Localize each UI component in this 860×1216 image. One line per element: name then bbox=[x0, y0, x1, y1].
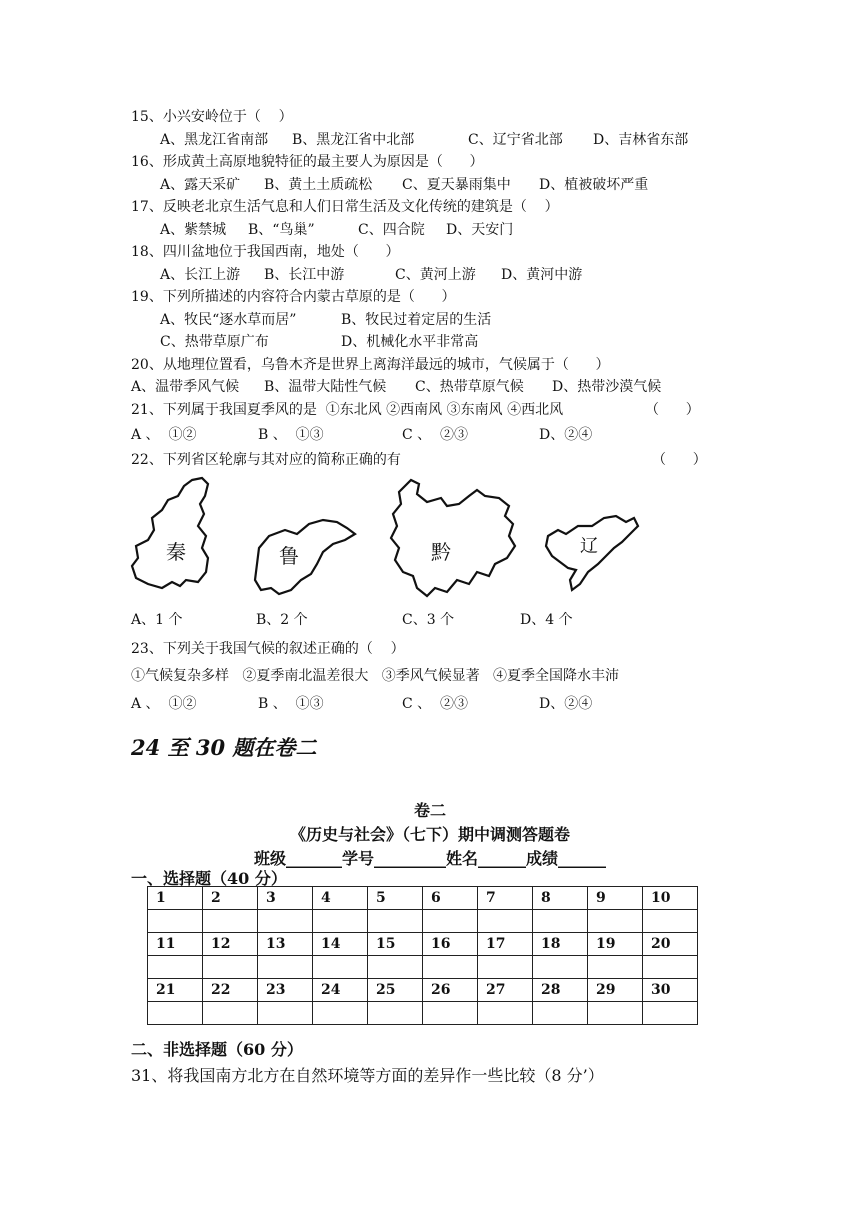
question-number-cell: 11 bbox=[148, 933, 203, 956]
table-row bbox=[148, 956, 698, 979]
question-20-stem: 20、从地理位置看，乌鲁木齐是世界上离海洋最远的城市，气候属于（ ） bbox=[131, 357, 610, 373]
answer-sheet-title: 《历史与社会》（七下）期中调测答题卷 bbox=[289, 825, 570, 844]
q23-statements: ①气候复杂多样 ②夏季南北温差很大 ③季风气候显著 ④夏季全国降水丰沛 bbox=[131, 668, 620, 684]
question-18-stem: 18、四川盆地位于我国西南，地处（ ） bbox=[131, 244, 400, 260]
question-number-cell: 21 bbox=[148, 979, 203, 1002]
question-19-stem: 19、下列所描述的内容符合内蒙古草原的是（ ） bbox=[131, 289, 456, 305]
q17-option-c: C、四合院 bbox=[358, 222, 425, 238]
q19-option-d: D、机械化水平非常高 bbox=[341, 334, 479, 350]
answer-cell[interactable] bbox=[148, 1002, 203, 1025]
answer-grid bbox=[147, 886, 698, 1025]
q15-option-c: C、辽宁省北部 bbox=[468, 132, 563, 148]
province-label-qin: 秦 bbox=[166, 540, 186, 564]
question-number-cell: 28 bbox=[533, 979, 588, 1002]
q23-option-d: D、②④ bbox=[539, 696, 593, 712]
answer-cell[interactable] bbox=[588, 956, 643, 979]
question-22-stem: 22、下列省区轮廓与其对应的简称正确的有 bbox=[131, 452, 401, 468]
question-number-cell: 16 bbox=[423, 933, 478, 956]
q22-option-a: A、1 个 bbox=[131, 612, 183, 628]
question-number-cell: 27 bbox=[478, 979, 533, 1002]
answer-cell[interactable] bbox=[588, 1002, 643, 1025]
question-number-cell: 5 bbox=[368, 887, 423, 910]
question-number-cell: 8 bbox=[533, 887, 588, 910]
question-number-cell: 23 bbox=[258, 979, 313, 1002]
q20-option-c: C、热带草原气候 bbox=[415, 379, 524, 395]
question-17-stem: 17、反映老北京生活气息和人们日常生活及文化传统的建筑是（ ） bbox=[131, 199, 559, 215]
q22-option-b: B、2 个 bbox=[256, 612, 308, 628]
answer-cell[interactable] bbox=[368, 1002, 423, 1025]
q16-option-d: D、植被破坏严重 bbox=[539, 177, 649, 193]
q17-option-b: B、“鸟巢” bbox=[248, 222, 315, 238]
q21-option-b: B 、 ①③ bbox=[258, 427, 324, 443]
answer-cell[interactable] bbox=[423, 910, 478, 933]
q15-option-b: B、黑龙江省中北部 bbox=[292, 132, 415, 148]
answer-cell[interactable] bbox=[478, 910, 533, 933]
province-label-lu: 鲁 bbox=[279, 544, 299, 568]
question-number-cell: 12 bbox=[203, 933, 258, 956]
table-row bbox=[148, 979, 698, 1002]
q23-option-b: B 、 ①③ bbox=[258, 696, 324, 712]
answer-cell[interactable] bbox=[478, 1002, 533, 1025]
question-number-cell: 18 bbox=[533, 933, 588, 956]
answer-cell[interactable] bbox=[313, 1002, 368, 1025]
section-multiple-choice: 一、选择题（40 分） bbox=[131, 869, 287, 888]
question-31-stem: 31、将我国南方北方在自然环境等方面的差异作一些比较（8 分’） bbox=[131, 1066, 604, 1085]
question-number-cell: 14 bbox=[313, 933, 368, 956]
q23-option-a: A 、 ①② bbox=[131, 696, 197, 712]
guizhou-outline-figure bbox=[387, 476, 521, 600]
answer-cell[interactable] bbox=[203, 956, 258, 979]
answer-cell[interactable] bbox=[203, 910, 258, 933]
q21-answer-paren: （ ） bbox=[645, 402, 700, 418]
question-number-cell: 10 bbox=[643, 887, 698, 910]
q16-option-b: B、黄土土质疏松 bbox=[264, 177, 373, 193]
question-number-cell: 7 bbox=[478, 887, 533, 910]
table-row bbox=[148, 887, 698, 910]
q17-option-d: D、天安门 bbox=[446, 222, 514, 238]
question-number-cell: 17 bbox=[478, 933, 533, 956]
q18-option-a: A、长江上游 bbox=[160, 267, 241, 283]
volume-two-heading: 卷二 bbox=[413, 801, 446, 820]
question-number-cell: 3 bbox=[258, 887, 313, 910]
question-number-cell: 13 bbox=[258, 933, 313, 956]
answer-cell[interactable] bbox=[533, 956, 588, 979]
q19-option-b: B、牧民过着定居的生活 bbox=[341, 312, 492, 328]
answer-cell[interactable] bbox=[643, 956, 698, 979]
question-number-cell: 19 bbox=[588, 933, 643, 956]
table-row bbox=[148, 933, 698, 956]
question-21-stem: 21、下列属于我国夏季风的是 ①东北风 ②西南风 ③东南风 ④西北风 bbox=[131, 402, 564, 418]
question-number-cell: 25 bbox=[368, 979, 423, 1002]
q20-option-a: A、温带季风气候 bbox=[131, 379, 240, 395]
q16-option-a: A、露天采矿 bbox=[160, 177, 241, 193]
table-row bbox=[148, 1002, 698, 1025]
answer-cell[interactable] bbox=[478, 956, 533, 979]
q22-option-d: D、4 个 bbox=[520, 612, 573, 628]
q18-option-b: B、长江中游 bbox=[264, 267, 345, 283]
question-number-cell: 29 bbox=[588, 979, 643, 1002]
answer-cell[interactable] bbox=[368, 910, 423, 933]
answer-cell[interactable] bbox=[423, 1002, 478, 1025]
answer-cell[interactable] bbox=[148, 910, 203, 933]
q21-option-a: A 、 ①② bbox=[131, 427, 197, 443]
q15-option-d: D、吉林省东部 bbox=[593, 132, 689, 148]
q21-option-c: C 、 ②③ bbox=[402, 427, 469, 443]
shandong-outline-figure bbox=[251, 518, 359, 596]
answer-cell[interactable] bbox=[533, 910, 588, 933]
question-number-cell: 6 bbox=[423, 887, 478, 910]
question-number-cell: 9 bbox=[588, 887, 643, 910]
question-number-cell: 22 bbox=[203, 979, 258, 1002]
question-number-cell: 26 bbox=[423, 979, 478, 1002]
province-label-qian: 黔 bbox=[431, 540, 451, 564]
question-15-stem: 15、小兴安岭位于（ ） bbox=[131, 109, 293, 125]
q19-option-a: A、牧民“逐水草而居” bbox=[160, 312, 297, 328]
shaanxi-outline-figure bbox=[128, 474, 218, 596]
question-number-cell: 1 bbox=[148, 887, 203, 910]
question-number-cell: 30 bbox=[643, 979, 698, 1002]
answer-cell[interactable] bbox=[258, 910, 313, 933]
q20-option-d: D、热带沙漠气候 bbox=[552, 379, 662, 395]
answer-cell[interactable] bbox=[313, 956, 368, 979]
q19-option-c: C、热带草原广布 bbox=[160, 334, 269, 350]
section-non-choice: 二、非选择题（60 分） bbox=[131, 1040, 303, 1059]
table-row bbox=[148, 910, 698, 933]
answer-cell[interactable] bbox=[643, 910, 698, 933]
answer-cell[interactable] bbox=[148, 956, 203, 979]
q22-option-c: C、3 个 bbox=[402, 612, 455, 628]
q15-option-a: A、黑龙江省南部 bbox=[160, 132, 269, 148]
question-16-stem: 16、形成黄土高原地貌特征的最主要人为原因是（ ） bbox=[131, 154, 484, 170]
province-label-liao: 辽 bbox=[580, 536, 598, 557]
answer-cell[interactable] bbox=[313, 910, 368, 933]
answer-cell[interactable] bbox=[203, 1002, 258, 1025]
question-number-cell: 20 bbox=[643, 933, 698, 956]
q16-option-c: C、夏天暴雨集中 bbox=[402, 177, 511, 193]
answer-cell[interactable] bbox=[423, 956, 478, 979]
answer-cell[interactable] bbox=[368, 956, 423, 979]
q18-option-c: C、黄河上游 bbox=[395, 267, 476, 283]
question-number-cell: 2 bbox=[203, 887, 258, 910]
question-number-cell: 24 bbox=[313, 979, 368, 1002]
answer-cell[interactable] bbox=[643, 1002, 698, 1025]
answer-cell[interactable] bbox=[258, 1002, 313, 1025]
q21-option-d: D、②④ bbox=[539, 427, 593, 443]
student-info-fields: 班级_______学号_________姓名______成绩______ bbox=[253, 849, 606, 868]
volume-two-notice: 24 至 30 题在卷二 bbox=[131, 735, 317, 760]
q18-option-d: D、黄河中游 bbox=[501, 267, 583, 283]
answer-cell[interactable] bbox=[588, 910, 643, 933]
question-number-cell: 4 bbox=[313, 887, 368, 910]
liaoning-outline-figure bbox=[542, 512, 640, 592]
q22-answer-paren: （ ） bbox=[652, 452, 707, 468]
answer-cell[interactable] bbox=[533, 1002, 588, 1025]
question-number-cell: 15 bbox=[368, 933, 423, 956]
question-23-stem: 23、下列关于我国气候的叙述正确的（ ） bbox=[131, 641, 405, 657]
answer-cell[interactable] bbox=[258, 956, 313, 979]
q17-option-a: A、紫禁城 bbox=[160, 222, 227, 238]
q23-option-c: C 、 ②③ bbox=[402, 696, 469, 712]
q20-option-b: B、温带大陆性气候 bbox=[264, 379, 387, 395]
